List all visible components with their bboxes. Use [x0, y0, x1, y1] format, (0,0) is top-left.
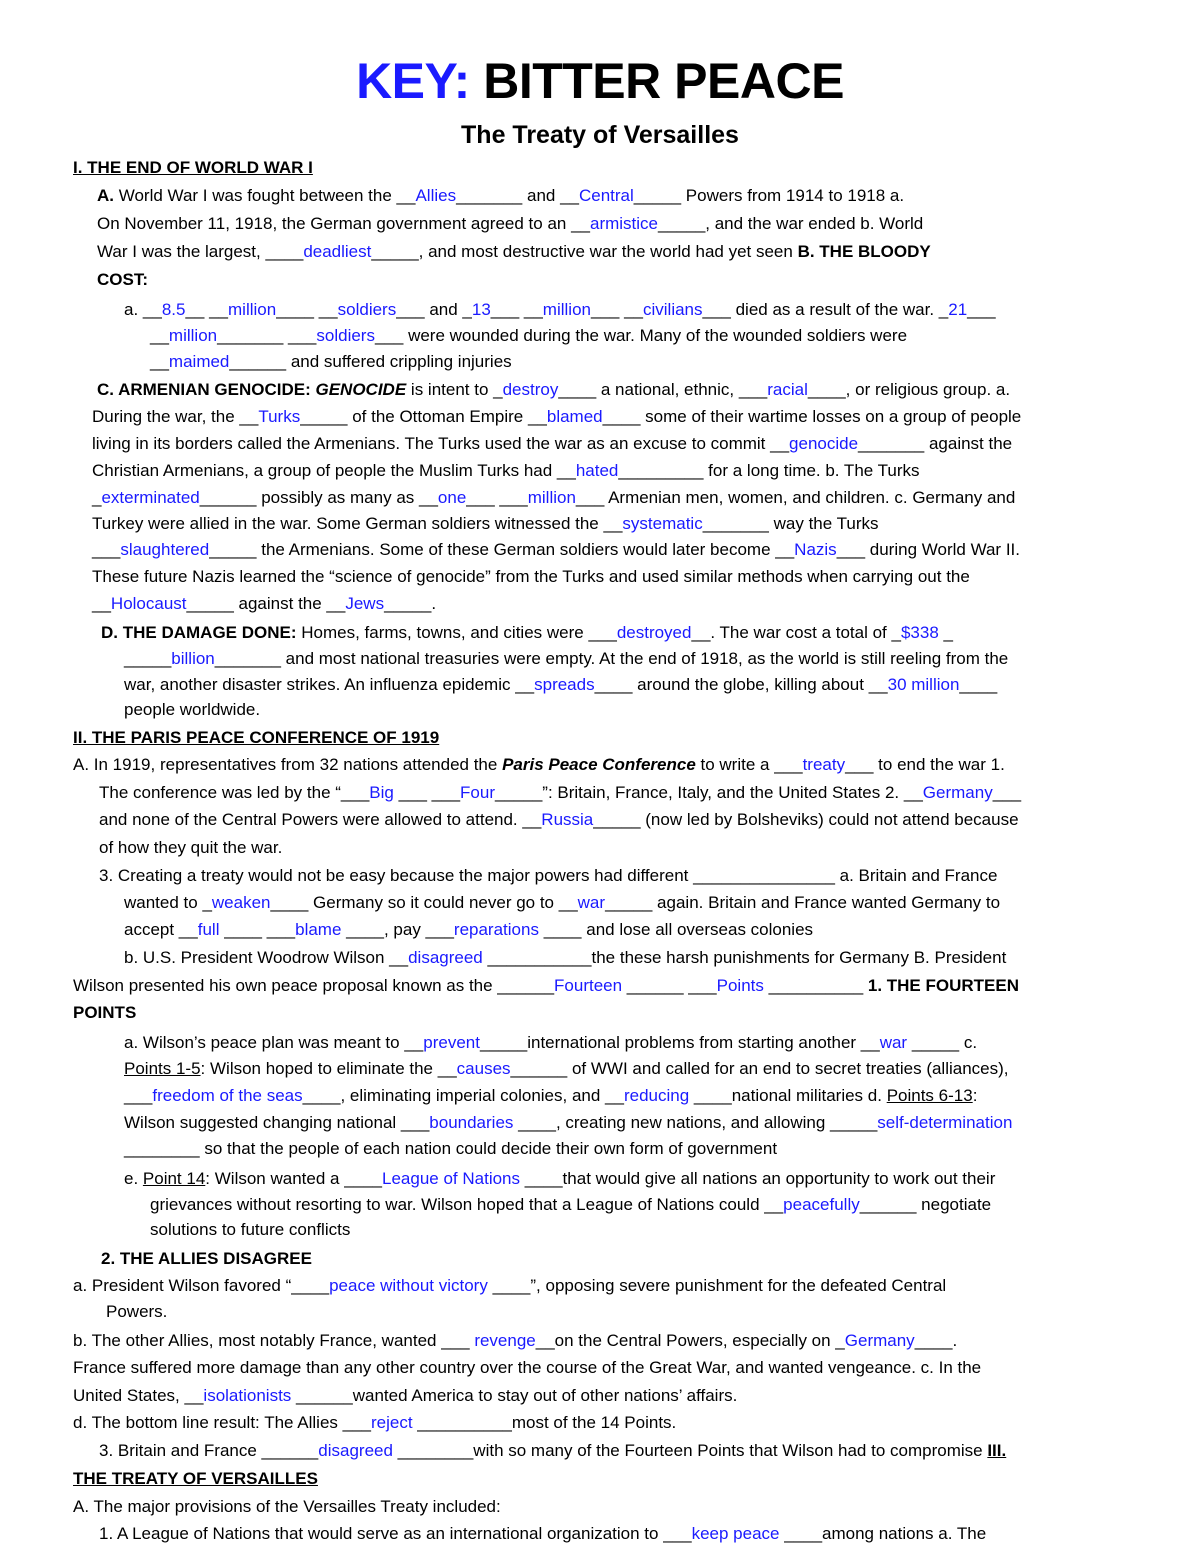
answer-text: disagreed: [408, 948, 483, 967]
answer-text: million: [228, 300, 277, 319]
text-line: [73, 1357, 981, 1379]
line-segment: : Wilson wanted a ____: [205, 1169, 383, 1188]
answer-text: freedom of the seas: [152, 1086, 303, 1105]
answer-text: one: [437, 488, 467, 507]
text-line: [92, 513, 878, 535]
answer-text: keep peace: [691, 1524, 780, 1543]
text-line: [97, 185, 904, 207]
text-line: [124, 1138, 777, 1160]
line-segment: ____ around the globe, killing about __: [594, 675, 888, 694]
text-line: [97, 379, 1010, 401]
line-segment: ___: [992, 783, 1022, 802]
line-segment: __on the Central Powers, especially on _: [535, 1331, 845, 1350]
text-line: [150, 1219, 350, 1241]
line-segment: _____, and most destructive war the world had yet seen: [371, 242, 798, 261]
text-line: [73, 1385, 737, 1407]
line-segment: b. The other Allies, most notably France, wanted ___: [73, 1331, 475, 1350]
line-segment: D. THE DAMAGE DONE:: [101, 623, 302, 642]
line-segment: _____, and the war ended b. World: [658, 214, 924, 233]
line-segment: ___ __: [590, 300, 643, 319]
text-line: [124, 1058, 1009, 1080]
line-segment: Point 14: [142, 1169, 206, 1188]
line-segment: ______ of WWI and called for an end to secret treaties (alliances),: [510, 1059, 1009, 1078]
line-segment: 3. Creating a treaty would not be easy because the major powers had different _______________ a. Britain and France: [99, 866, 998, 885]
line-segment: ____.: [914, 1331, 958, 1350]
text-line: [124, 1085, 977, 1107]
line-segment: ___ __: [490, 300, 543, 319]
answer-text: treaty: [802, 755, 846, 774]
line-segment: C. ARMENIAN GENOCIDE:: [97, 380, 316, 399]
answer-text: slaughtered: [120, 540, 210, 559]
text-line: [99, 1440, 1006, 1462]
line-segment: _____ (now led by Bolsheviks) could not attend because: [593, 810, 1019, 829]
line-segment: Homes, farms, towns, and cities were ___: [301, 623, 617, 642]
line-segment: ___ were wounded during the war. Many of the wounded soldiers were: [374, 326, 908, 345]
answer-text: systematic: [622, 514, 703, 533]
text-line: [124, 648, 1008, 670]
text-line: [73, 1496, 501, 1518]
line-segment: war, another disaster strikes. An influenza epidemic __: [124, 675, 535, 694]
text-line: [73, 727, 439, 749]
answer-text: war: [879, 1033, 908, 1052]
line-segment: Wilson presented his own peace proposal known as the ______: [73, 976, 555, 995]
line-segment: ____, pay ___: [341, 920, 454, 939]
text-line: [124, 674, 997, 696]
line-segment: 3. Britain and France ______: [99, 1441, 319, 1460]
answer-text: deadliest: [303, 242, 372, 261]
line-segment: solutions to future conflicts: [150, 1220, 351, 1239]
line-segment: wanted to _: [124, 893, 212, 912]
line-segment: _____ c.: [907, 1033, 978, 1052]
text-line: [92, 406, 1021, 428]
answer-text: Jews: [345, 594, 385, 613]
line-segment: grievances without resorting to war. Wilson hoped that a League of Nations could __: [150, 1195, 784, 1214]
line-segment: is intent to _: [406, 380, 503, 399]
page-subtitle: The Treaty of Versailles: [461, 121, 739, 149]
line-segment: ______wanted America to stay out of other nations’ affairs.: [291, 1386, 738, 1405]
line-segment: ______ ___: [622, 976, 717, 995]
line-segment: A. The major provisions of the Versailles Treaty included:: [73, 1497, 501, 1516]
line-segment: II. THE PARIS PEACE CONFERENCE OF 1919: [73, 728, 440, 747]
answer-text: million: [542, 300, 591, 319]
line-segment: _____ of the Ottoman Empire __: [300, 407, 547, 426]
line-segment: ____ and lose all overseas colonies: [538, 920, 814, 939]
line-segment: The conference was led by the “___: [99, 783, 370, 802]
line-segment: Powers.: [106, 1302, 168, 1321]
text-line: [97, 269, 148, 291]
answer-text: Holocaust: [110, 594, 187, 613]
line-segment: b. U.S. President Woodrow Wilson __: [124, 948, 409, 967]
line-segment: 2. THE ALLIES DISAGREE: [101, 1249, 312, 1268]
line-segment: _____: [124, 649, 172, 668]
line-segment: ____ some of their wartime losses on a group of people: [602, 407, 1022, 426]
text-line: [92, 539, 1020, 561]
answer-text: spreads: [534, 675, 595, 694]
answer-text: 13: [471, 300, 491, 319]
text-line: [73, 1330, 957, 1352]
text-line: [92, 487, 1015, 509]
answer-text: destroy: [502, 380, 559, 399]
answer-text: Big: [369, 783, 394, 802]
line-segment: ______ negotiate: [859, 1195, 992, 1214]
line-segment: _____international problems from starting another __: [479, 1033, 880, 1052]
line-segment: to write a ___: [695, 755, 803, 774]
text-line: [106, 1301, 167, 1323]
title-text: BITTER PEACE: [483, 53, 844, 109]
answer-text: League of Nations: [382, 1169, 521, 1188]
answer-text: reducing: [623, 1086, 690, 1105]
line-segment: United States, __: [73, 1386, 204, 1405]
text-line: [73, 1468, 318, 1490]
line-segment: _: [938, 623, 953, 642]
line-segment: _______ and __: [456, 186, 579, 205]
line-segment: accept __: [124, 920, 198, 939]
answer-text: civilians: [642, 300, 703, 319]
answer-text: Allies: [415, 186, 457, 205]
answer-text: maimed: [168, 352, 230, 371]
line-segment: _____ the Armenians. Some of these German soldiers would later become __: [209, 540, 795, 559]
line-segment: Points 6-13: [886, 1086, 973, 1105]
line-segment: ______ possibly as many as __: [199, 488, 438, 507]
text-line: [92, 433, 1012, 455]
line-segment: living in its borders called the Armenians. The Turks used the war as an excuse to commit __: [92, 434, 790, 453]
line-segment: a. President Wilson favored “____: [73, 1276, 330, 1295]
line-segment: of how they quit the war.: [99, 838, 283, 857]
answer-text: million: [168, 326, 218, 345]
answer-text: racial: [767, 380, 808, 399]
line-segment: On November 11, 1918, the German government agreed to an __: [97, 214, 590, 233]
line-segment: __: [150, 326, 169, 345]
line-segment: During the war, the __: [92, 407, 259, 426]
line-segment: POINTS: [73, 1003, 137, 1022]
line-segment: _____ Powers from 1914 to 1918 a.: [633, 186, 905, 205]
answer-text: blame: [295, 920, 342, 939]
line-segment: THE TREATY OF VERSAILLES: [73, 1469, 318, 1488]
answer-text: boundaries: [429, 1113, 514, 1132]
answer-text: revenge: [474, 1331, 536, 1350]
line-segment: e.: [124, 1169, 143, 1188]
line-segment: _____.: [384, 594, 437, 613]
text-line: [124, 1032, 977, 1054]
line-segment: __: [150, 352, 169, 371]
line-segment: ____ __: [276, 300, 338, 319]
answer-text: 8.5: [161, 300, 186, 319]
line-segment: ____”, opposing severe punishment for the defeated Central: [487, 1276, 947, 1295]
answer-text: full: [197, 920, 220, 939]
answer-text: reject: [371, 1413, 413, 1432]
line-segment: Points 1-5: [124, 1059, 201, 1078]
line-segment: A.: [97, 186, 119, 205]
answer-text: prevent: [423, 1033, 480, 1052]
answer-text: armistice: [589, 214, 658, 233]
line-segment: I. THE END OF WORLD WAR I: [73, 158, 313, 177]
line-segment: III.: [987, 1441, 1007, 1460]
line-segment: 1. A League of Nations that would serve as an international organization to ___: [99, 1524, 692, 1543]
line-segment: _______ ___: [217, 326, 317, 345]
line-segment: ________ so that the people of each nation could decide their own form of government: [124, 1139, 778, 1158]
text-line: [124, 919, 813, 941]
line-segment: __________most of the 14 Points.: [412, 1413, 677, 1432]
text-line: [150, 1194, 991, 1216]
answer-text: exterminated: [101, 488, 200, 507]
text-line: [97, 213, 923, 235]
text-line: [101, 1248, 312, 1270]
line-segment: ____ Germany so it could never go to __: [270, 893, 578, 912]
line-segment: Christian Armenians, a group of people the Muslim Turks had __: [92, 461, 576, 480]
text-line: [150, 325, 907, 347]
text-line: [124, 299, 996, 321]
line-segment: a. Wilson’s peace plan was meant to __: [124, 1033, 424, 1052]
text-line: [73, 1412, 676, 1434]
key-label: KEY:: [356, 53, 470, 109]
line-segment: _________ for a long time. b. The Turks: [618, 461, 920, 480]
text-line: [97, 241, 931, 263]
answer-text: war: [577, 893, 606, 912]
answer-text: isolationists: [203, 1386, 292, 1405]
answer-text: destroyed: [616, 623, 692, 642]
answer-text: soldiers: [316, 326, 375, 345]
line-segment: World War I was fought between the __: [118, 186, 416, 205]
line-segment: A. In 1919, representatives from 32 nations attended the: [73, 755, 503, 774]
line-segment: _____ against the __: [186, 594, 346, 613]
line-segment: ____national militaries d.: [689, 1086, 887, 1105]
text-line: [99, 837, 282, 859]
page-title: [0, 52, 1200, 110]
line-segment: ____, eliminating imperial colonies, and __: [302, 1086, 624, 1105]
answer-text: Fourteen: [554, 976, 623, 995]
line-segment: _____ again. Britain and France wanted Germany to: [605, 893, 1001, 912]
text-line: [99, 782, 1021, 804]
line-segment: ___ to end the war 1.: [845, 755, 1005, 774]
line-segment: ___: [92, 540, 121, 559]
line-segment: ________with so many of the Fourteen Points that Wilson had to compromise: [392, 1441, 988, 1460]
answer-text: 30 million: [887, 675, 960, 694]
line-segment: Turkey were allied in the war. Some German soldiers witnessed the __: [92, 514, 623, 533]
line-segment: War I was the largest, ____: [97, 242, 304, 261]
line-segment: ___ ___: [393, 783, 461, 802]
line-segment: __: [92, 594, 111, 613]
answer-text: Germany: [922, 783, 993, 802]
line-segment: ___ died as a result of the war. _: [702, 300, 949, 319]
answer-text: Russia: [541, 810, 594, 829]
line-segment: Paris Peace Conference: [502, 755, 696, 774]
text-line: [150, 351, 512, 373]
answer-text: peace without victory: [329, 1276, 488, 1295]
line-segment: _: [92, 488, 102, 507]
line-segment: France suffered more damage than any other country over the course of the Great War, and wanted vengeance. c. In the: [73, 1358, 982, 1377]
answer-text: genocide: [789, 434, 859, 453]
answer-text: disagreed: [318, 1441, 393, 1460]
line-segment: _______ and most national treasuries were empty. At the end of 1918, as the world is still reeling from the: [214, 649, 1009, 668]
text-line: [99, 865, 997, 887]
answer-text: million: [527, 488, 576, 507]
answer-text: billion: [171, 649, 215, 668]
text-line: [124, 699, 260, 721]
answer-text: reparations: [453, 920, 539, 939]
line-segment: people worldwide.: [124, 700, 261, 719]
line-segment: __________: [763, 976, 868, 995]
answer-text: Central: [578, 186, 634, 205]
text-line: [73, 975, 1019, 997]
answer-text: Points: [716, 976, 764, 995]
answer-text: self-determination: [877, 1113, 1013, 1132]
line-segment: _______ against the: [858, 434, 1013, 453]
line-segment: ____: [959, 675, 998, 694]
line-segment: __. The war cost a total of _: [691, 623, 901, 642]
text-line: [73, 1275, 946, 1297]
line-segment: _______ way the Turks: [702, 514, 879, 533]
line-segment: : Wilson hoped to eliminate the __: [200, 1059, 457, 1078]
answer-text: soldiers: [337, 300, 397, 319]
text-line: [101, 622, 953, 644]
line-segment: ____among nations a. The: [779, 1524, 987, 1543]
text-line: [99, 1523, 986, 1545]
answer-text: causes: [456, 1059, 511, 1078]
text-line: [73, 1002, 136, 1024]
line-segment: ____, creating new nations, and allowing _____: [513, 1113, 878, 1132]
answer-text: weaken: [211, 893, 271, 912]
line-segment: ___: [124, 1086, 153, 1105]
line-segment: ____that would give all nations an opportunity to work out their: [520, 1169, 996, 1188]
line-segment: ___ during World War II.: [836, 540, 1020, 559]
answer-text: $338: [900, 623, 939, 642]
line-segment: 1. THE FOURTEEN: [867, 976, 1019, 995]
answer-text: 21: [948, 300, 968, 319]
line-segment: These future Nazis learned the “science of genocide” from the Turks and used similar methods when carrying out the: [92, 567, 970, 586]
text-line: [73, 754, 1005, 776]
line-segment: COST:: [97, 270, 148, 289]
line-segment: a. __: [124, 300, 162, 319]
line-segment: ___________the these harsh punishments for Germany B. President: [482, 948, 1007, 967]
answer-text: Nazis: [794, 540, 837, 559]
answer-text: peacefully: [783, 1195, 860, 1214]
line-segment: ___ Armenian men, women, and children. c. Germany and: [575, 488, 1016, 507]
line-segment: ____ ___: [219, 920, 296, 939]
text-line: [92, 460, 920, 482]
answer-text: blamed: [546, 407, 603, 426]
text-line: [124, 1112, 1012, 1134]
line-segment: ___ and _: [396, 300, 472, 319]
line-segment: and none of the Central Powers were allowed to attend. __: [99, 810, 542, 829]
line-segment: ____ a national, ethnic, ___: [558, 380, 768, 399]
text-line: [99, 809, 1019, 831]
answer-text: hated: [575, 461, 619, 480]
line-segment: ___ ___: [466, 488, 528, 507]
answer-text: Four: [460, 783, 496, 802]
line-segment: :: [972, 1086, 978, 1105]
line-segment: __ __: [185, 300, 228, 319]
text-line: [124, 1168, 995, 1190]
text-line: [73, 157, 313, 179]
line-segment: ____, or religious group. a.: [807, 380, 1011, 399]
line-segment: GENOCIDE: [315, 380, 407, 399]
line-segment: Wilson suggested changing national ___: [124, 1113, 430, 1132]
line-segment: B. THE BLOODY: [797, 242, 931, 261]
answer-text: Turks: [258, 407, 301, 426]
text-line: [124, 892, 1000, 914]
line-segment: ______ and suffered crippling injuries: [229, 352, 512, 371]
text-line: [124, 947, 1006, 969]
text-line: [92, 593, 436, 615]
line-segment: ___: [967, 300, 996, 319]
line-segment: _____”: Britain, France, Italy, and the United States 2. __: [495, 783, 923, 802]
line-segment: d. The bottom line result: The Allies ___: [73, 1413, 371, 1432]
text-line: [92, 566, 970, 588]
answer-text: Germany: [844, 1331, 915, 1350]
